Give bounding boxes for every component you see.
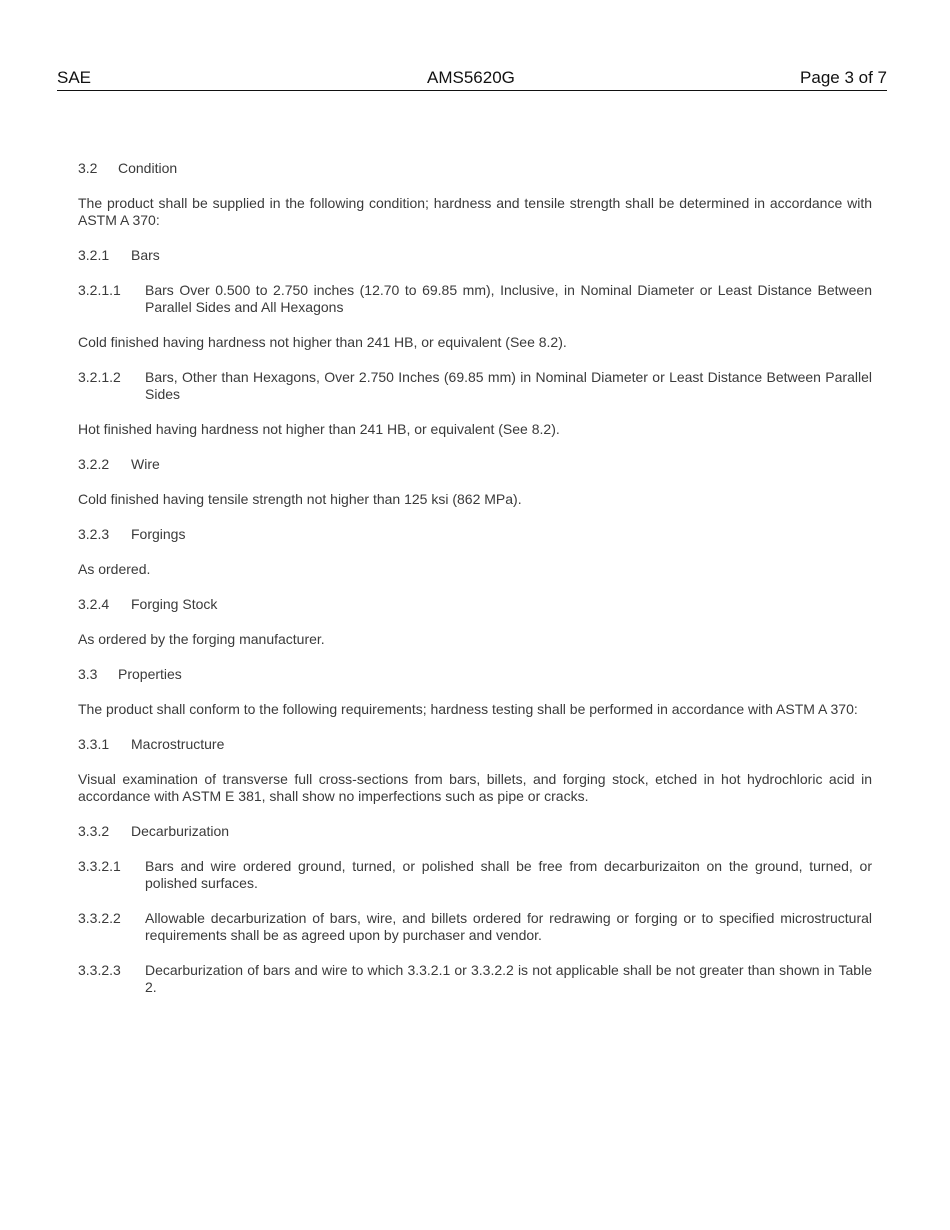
header-org: SAE <box>57 68 92 87</box>
section-title: Forging Stock <box>131 596 218 612</box>
section-heading-3-2-4 <box>78 596 872 613</box>
clause-number: 3.3.2.2 <box>78 910 121 926</box>
section-title: Wire <box>131 456 160 472</box>
paragraph-hot-finished-bars: Hot finished having hardness not higher than 241 HB, or equivalent (See 8.2). <box>78 421 560 437</box>
paragraph-wire: Cold finished having tensile strength not higher than 125 ksi (862 MPa). <box>78 491 522 507</box>
section-heading-3-2-3 <box>78 526 872 543</box>
section-heading-3-2 <box>78 160 872 177</box>
section-number: 3.2.4 <box>78 596 110 612</box>
section-heading-3-3 <box>78 666 872 683</box>
section-number: 3.3.2 <box>78 823 110 839</box>
section-title: Decarburization <box>131 823 230 839</box>
clause-3-3-2-3 <box>78 962 872 996</box>
clause-number: 3.2.1.1 <box>78 282 121 298</box>
clause-3-2-1-1 <box>78 282 872 316</box>
clause-3-3-2-1 <box>78 858 872 892</box>
clause-3-2-1-2 <box>78 369 872 403</box>
clause-text: Bars, Other than Hexagons, Over 2.750 Inches (69.85 mm) in Nominal Diameter or Least Distance Between Parallel Sides <box>145 369 872 402</box>
clause-number: 3.3.2.1 <box>78 858 121 874</box>
section-number: 3.2.3 <box>78 526 110 542</box>
clause-number: 3.3.2.3 <box>78 962 121 978</box>
paragraph-forgings: As ordered. <box>78 561 151 577</box>
clause-number: 3.2.1.2 <box>78 369 121 385</box>
section-number: 3.3.1 <box>78 736 110 752</box>
paragraph-properties: The product shall conform to the following requirements; hardness testing shall be performed in accordance with ASTM A 370: <box>78 701 858 717</box>
page-header <box>57 68 887 91</box>
paragraph-macrostructure: Visual examination of transverse full cross-sections from bars, billets, and forging stock, etched in hot hydrochloric acid in accordance with ASTM E 381, shall show no imperfections such as pipe or cracks. <box>78 771 872 804</box>
header-spec-number: AMS5620G <box>427 68 515 87</box>
section-title: Condition <box>118 160 178 176</box>
section-title: Bars <box>131 247 160 263</box>
section-heading-3-3-1 <box>78 736 872 753</box>
section-title: Forgings <box>131 526 186 542</box>
paragraph-cold-finished-bars: Cold finished having hardness not higher than 241 HB, or equivalent (See 8.2). <box>78 334 567 350</box>
section-number: 3.2 <box>78 160 98 176</box>
clause-text: Bars and wire ordered ground, turned, or polished shall be free from decarburizaiton on the ground, turned, or polished surfaces. <box>145 858 872 891</box>
paragraph-condition: The product shall be supplied in the following condition; hardness and tensile strength shall be determined in accordance with ASTM A 370: <box>78 195 872 228</box>
clause-text: Bars Over 0.500 to 2.750 inches (12.70 to 69.85 mm), Inclusive, in Nominal Diameter or Least Distance Between Parallel Sides and All Hexagons <box>145 282 872 315</box>
clause-3-3-2-2 <box>78 910 872 944</box>
section-title: Properties <box>118 666 182 682</box>
paragraph-forging-stock: As ordered by the forging manufacturer. <box>78 631 325 647</box>
section-heading-3-2-1 <box>78 247 872 264</box>
clause-text: Allowable decarburization of bars, wire, and billets ordered for redrawing or forging or to specified microstructural requirements shall be as agreed upon by purchaser and vendor. <box>145 910 872 943</box>
section-number: 3.3 <box>78 666 98 682</box>
section-number: 3.2.2 <box>78 456 110 472</box>
section-heading-3-3-2 <box>78 823 872 840</box>
section-heading-3-2-2 <box>78 456 872 473</box>
clause-text: Decarburization of bars and wire to which 3.3.2.1 or 3.3.2.2 is not applicable shall be not greater than shown in Table 2. <box>145 962 872 995</box>
document-body <box>78 160 872 1014</box>
header-page-number: Page 3 of 7 <box>800 68 887 87</box>
section-title: Macrostructure <box>131 736 225 752</box>
section-number: 3.2.1 <box>78 247 110 263</box>
